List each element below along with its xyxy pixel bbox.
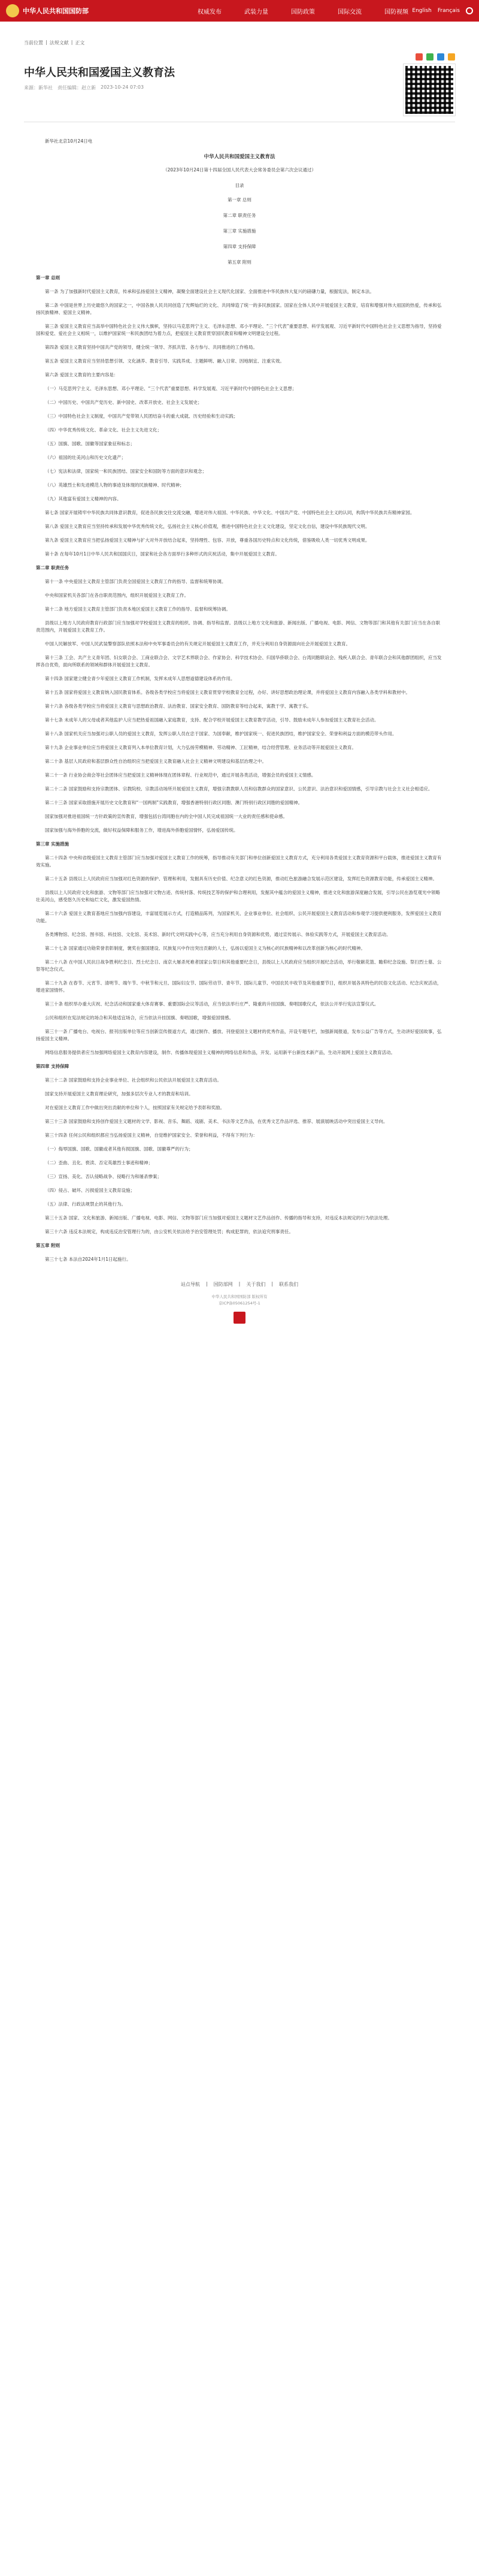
- breadcrumb-item[interactable]: 法规文献: [49, 40, 69, 46]
- footer-link[interactable]: 关于我们: [246, 1282, 266, 1287]
- article-paragraph: （五）国旗、国歌、国徽等国家象征和标志；: [45, 441, 135, 446]
- article-paragraph: （四）侵占、破坏、污损爱国主义教育设施；: [45, 1188, 135, 1193]
- main-content: [24, 22, 455, 1324]
- article-paragraph: 第九条 爱国主义教育应当把弘扬爱国主义精神与扩大对外开放结合起来，坚持理性、包容、开放，尊重各国历史特点和文化传统，借鉴吸收人类一切优秀文明成果。: [45, 537, 370, 543]
- article-paragraph: （二）歪曲、丑化、亵渎、否定英雄烈士事迹和精神；: [45, 1160, 153, 1165]
- article-paragraph: 第二十八条 在中国人民抗日战争胜利纪念日、烈士纪念日、南京大屠杀死难者国家公祭日和其他重要纪念日，县级以上人民政府应当组织开展纪念活动，举行敬献花篮、瞻仰纪念设施、祭扫烈士墓、公祭等纪念仪式。: [36, 959, 442, 972]
- article-paragraph: 国家加强对推进祖国统一方针政策的宣传教育，增强包括台湾同胞在内的全中国人民完成祖国统一大业的责任感和使命感。: [45, 814, 287, 819]
- article-paragraph: 第五条 爱国主义教育应当坚持思想引领、文化涵养、教育引导、实践养成、主题鲜明、融入日常、因地制宜、注重实效。: [45, 358, 284, 364]
- article-paragraph: 对在爱国主义教育工作中做出突出贡献的单位和个人，按照国家有关规定给予表彰和奖励。: [45, 1105, 225, 1110]
- article-paragraph: 第三十四条 任何公民和组织都应当弘扬爱国主义精神，自觉维护国家安全、荣誉和利益，不得有下列行为：: [45, 1133, 257, 1138]
- article-paragraph: 第二十二条 国家鼓励和支持宗教团体、宗教院校、宗教活动场所开展爱国主义教育，增强宗教教职人员和信教群众的国家意识、公民意识、法治意识和爱国情感，引导宗教与社会主义社会相适应。: [45, 786, 433, 792]
- article-paragraph: 各类博物馆、纪念馆、图书馆、科技馆、文化馆、美术馆、新时代文明实践中心等，应当充分利用自身资源和优势，通过宣传展示、体验实践等方式，开展爱国主义教育活动。: [45, 932, 391, 937]
- breadcrumb: 当前位置 | 法规文献 | 正文: [24, 40, 85, 46]
- lang-link[interactable]: English: [412, 8, 432, 14]
- nav-item[interactable]: 武装力量: [244, 8, 268, 16]
- footer-nav: 站点导航 | 国防部网 | 关于我们 | 联系我们: [180, 1281, 299, 1287]
- article-paragraph: 第二十三条 国家采取措施开展历史文化教育和“一国两制”实践教育，增强香港特别行政区同胞、澳门特别行政区同胞的爱国精神。: [45, 800, 303, 805]
- gov-badge-icon[interactable]: [234, 1312, 245, 1324]
- top-nav: [198, 7, 408, 16]
- article-paragraph: （七）宪法和法律，国家统一和民族团结、国家安全和国防等方面的意识和观念；: [45, 469, 207, 474]
- article-paragraph: 第十九条 企业事业单位应当将爱国主义教育列入本单位教育计划，大力弘扬劳模精神、劳动精神、工匠精神，结合经营管理、业务活动等开展爱国主义教育。: [45, 745, 356, 750]
- site-logo[interactable]: [6, 4, 186, 17]
- article-paragraph: 第二十五条 县级以上人民政府应当加强对红色资源的保护、管理和利用，发掘具有历史价值、纪念意义的红色资源，推动红色旅游融合发展示范区建设，发挥红色资源教育功能，传承爱国主义精神。: [45, 876, 437, 881]
- toc-item: 第四章 支持保障: [223, 244, 256, 249]
- article-paragraph: 第三十六条 违反本法规定，构成违反治安管理行为的，由公安机关依法给予治安管理处罚；构成犯罪的，依法追究刑事责任。: [45, 1229, 293, 1234]
- article-body: [24, 138, 455, 1263]
- nav-item[interactable]: 国防政策: [291, 8, 315, 16]
- chapter-heading: 第四章 支持保障: [36, 1064, 69, 1069]
- footer-link[interactable]: 联系我们: [279, 1282, 299, 1287]
- chapter-1-body-2: [36, 509, 443, 558]
- article-paragraph: 第七条 国家开展铸牢中华民族共同体意识教育，促进各民族交往交流交融，增进对伟大祖国、中华民族、中华文化、中国共产党、中国特色社会主义的认同，构筑中华民族共有精神家园。: [45, 510, 415, 515]
- article-paragraph: 第二十六条 爱国主义教育基地应当加强内容建设，丰富展览展示方式，打造精品陈列，为国家机关、企业事业单位、社会组织、公民开展爱国主义教育活动和参观学习提供便利服务，发挥爱国主义教育功能。: [36, 911, 442, 923]
- article-paragraph: 第二条 中国是世界上历史最悠久的国家之一，中国各族人民共同创造了光辉灿烂的文化、共同缔造了统一的多民族国家。国家在全体人民中开展爱国主义教育，培育和增强对伟大祖国的热爱，传承和弘扬民族精神、爱国主义精神。: [36, 303, 442, 315]
- article-paragraph: 国家加强与海外侨胞的交流，做好权益保障和服务工作，增进海外侨胞爱国情怀，弘扬爱国传统。: [45, 828, 238, 833]
- nav-item[interactable]: 国防视频: [384, 8, 408, 16]
- article-paragraph: （一）侮辱国旗、国歌、国徽或者其他有损国旗、国歌、国徽尊严的行为；: [45, 1146, 193, 1152]
- article-paragraph: 第二十条 基层人民政府和基层群众性自治组织应当把爱国主义教育融入社会主义精神文明建设和基层治理之中。: [45, 759, 266, 764]
- site-logo-text: 中华人民共和国国防部: [23, 7, 89, 15]
- article-paragraph: 中国人民解放军、中国人民武装警察部队依照本法和中央军事委员会的有关规定开展爱国主义教育工作，并充分利用自身资源面向社会开展爱国主义教育。: [45, 641, 350, 647]
- article-paragraph: （一）马克思列宁主义、毛泽东思想、邓小平理论、“三个代表”重要思想、科学发展观、习近平新时代中国特色社会主义思想；: [45, 386, 297, 391]
- article-paragraph: 第八条 爱国主义教育应当坚持传承和发展中华优秀传统文化，弘扬社会主义核心价值观，推进中国特色社会主义文化建设，坚定文化自信，建设中华民族现代文明。: [45, 524, 370, 529]
- article-paragraph: 第三十七条 本法自2024年1月1日起施行。: [45, 1257, 131, 1262]
- article-paragraph: （三）宣扬、美化、否认侵略战争、侵略行为和屠杀惨案；: [45, 1174, 162, 1179]
- article-paragraph: 第十三条 工会、共产主义青年团、妇女联合会、工商业联合会、文学艺术界联合会、作家协会、科学技术协会、归国华侨联合会、台湾同胞联谊会、残疾人联合会、青年联合会和其他群团组织，应当发挥各自优势，面向所联系的领域和群体开展爱国主义教育。: [36, 655, 442, 668]
- meta-source: 来源：新华社: [24, 85, 53, 90]
- qzone-share-icon[interactable]: [448, 53, 455, 61]
- toc-item: 第三章 实施措施: [223, 228, 256, 234]
- article-paragraph: 第十二条 地方爱国主义教育主管部门负责本地区爱国主义教育工作的指导、监督和统筹协调。: [45, 606, 231, 612]
- article-paragraph: 县级以上人民政府文化和旅游、文物等部门应当加强对文物古迹、传统村落、传统技艺等的保护和合理利用，发掘其中蕴含的爱国主义精神，推进文化和旅游深度融合发展，引导公民在游览观光中领略壮美河山，感受悠久历史和灿烂文化，激发爱国热情。: [36, 890, 440, 902]
- share-bar: [404, 53, 455, 61]
- article-paragraph: 第十六条 各级各类学校应当将爱国主义教育与思想政治教育、法治教育、国家安全教育、国防教育等结合起来，寓教于学、寓教于乐。: [45, 703, 311, 709]
- article-paragraph: 第十一条 中央爱国主义教育主管部门负责全国爱国主义教育工作的指导、监督和统筹协调。: [45, 579, 226, 584]
- top-right-links: [412, 7, 473, 14]
- national-emblem-icon: [6, 4, 19, 17]
- breadcrumb-item: 正文: [75, 40, 85, 46]
- article-paragraph: 第三十三条 国家鼓励和支持创作爱国主义题材的文学、影视、音乐、舞蹈、戏剧、美术、书法等文艺作品，在优秀文艺作品评选、推荐、展演展映活动中突出爱国主义导向。: [45, 1119, 388, 1124]
- chapter-1-list: [36, 385, 443, 503]
- article-paragraph: 第十八条 国家机关应当加强对公职人员的爱国主义教育，发挥公职人员在忠于国家、为国奉献，维护国家统一、促进民族团结，维护国家安全、荣誉和利益方面的模范带头作用。: [45, 731, 397, 736]
- chapter-3-body: [36, 854, 443, 1056]
- article-paragraph: （三）中国特色社会主义制度，中国共产党带领人民团结奋斗的重大成就、历史经验和生动实践；: [45, 413, 238, 419]
- chapter-5-body: [36, 1256, 443, 1263]
- qr-code: [404, 64, 455, 116]
- article-paragraph: 第二十九条 在春节、元宵节、清明节、端午节、中秋节和元旦、国际妇女节、国际劳动节、青年节、国际儿童节、中国农民丰收节及其他重要节日，组织开展各具特色的民俗文化活动、纪念庆祝活动，增进家国情怀。: [36, 980, 442, 993]
- lang-link[interactable]: Français: [437, 8, 460, 14]
- chapter-2-body: [36, 578, 443, 834]
- article-paragraph: 第十四条 国家建立健全青少年爱国主义教育工作机制，发挥未成年人思想道德建设体系的作用。: [45, 676, 235, 681]
- article-paragraph: 第三十一条 广播电台、电视台、报刊出版单位等应当创新宣传报道方式，通过制作、播放、刊登爱国主义题材的优秀作品，开设专题专栏，加强新闻报道，发布公益广告等方式，生动讲好爱国故事，弘扬爱国主义精神。: [36, 1029, 442, 1041]
- article-paragraph: 网络信息服务提供者应当加强网络爱国主义教育内容建设，制作、传播体现爱国主义精神的网络信息和作品，开发、运用新平台新技术新产品，生动开展网上爱国主义教育活动。: [45, 1050, 395, 1055]
- article-paragraph: 县级以上地方人民政府教育行政部门应当加强对学校爱国主义教育的组织、协调、指导和监督。县级以上地方文化和旅游、新闻出版、广播电视、电影、网信、文物等部门和其他有关部门应当在各自职责范围内，开展爱国主义教育工作。: [36, 620, 440, 633]
- article-meta: [24, 84, 175, 91]
- toc-item: 第一章 总则: [228, 197, 251, 203]
- article-header: [24, 51, 455, 116]
- footer-link[interactable]: 站点导航: [180, 1282, 200, 1287]
- breadcrumb-item: 当前位置: [24, 40, 43, 46]
- article-paragraph: 第十七条 未成年人的父母或者其他监护人应当把热爱祖国融入家庭教育，支持、配合学校开展爱国主义教育教学活动，引导、鼓励未成年人参加爱国主义教育社会活动。: [45, 717, 379, 723]
- adoption-note: （2023年10月24日第十四届全国人民代表大会常务委员会第六次会议通过）: [163, 167, 316, 173]
- toc-title: 目录: [235, 183, 244, 188]
- article-paragraph: 第四条 爱国主义教育坚持中国共产党的领导，健全统一领导、齐抓共管、各方参与、共同推进的工作格局。: [45, 345, 257, 350]
- toc-item: 第二章 职责任务: [223, 213, 256, 218]
- search-icon[interactable]: [466, 7, 473, 14]
- article-paragraph: 第十五条 国家将爱国主义教育纳入国民教育体系。各级各类学校应当将爱国主义教育贯穿学校教育全过程，办好、讲好思想政治理论课，并将爱国主义教育内容融入各类学科和教材中。: [45, 690, 410, 695]
- chapter-4-body: [36, 1077, 443, 1236]
- article-paragraph: （四）中华优秀传统文化、革命文化、社会主义先进文化；: [45, 427, 162, 433]
- weibo-share-icon[interactable]: [416, 53, 423, 61]
- article-paragraph: 第十条 在每年10月1日中华人民共和国国庆日，国家和社会各方面举行多种形式的庆祝活动，集中开展爱国主义教育。: [45, 551, 280, 557]
- article-paragraph: 第三条 爱国主义教育应当高举中国特色社会主义伟大旗帜，坚持以马克思列宁主义、毛泽东思想、邓小平理论、“三个代表”重要思想、科学发展观、习近平新时代中国特色社会主义思想为指导，坚持爱国和爱党、爱社会主义相统一，以维护国家统一和民族团结为着力点，把爱国主义教育贯穿国民教育和精神文明建设全过程。: [36, 324, 442, 336]
- icp-number: 京ICP备05061254号-1: [219, 1301, 260, 1306]
- article-paragraph: 第二十一条 行业协会商会等社会团体应当把爱国主义精神体现在团体章程、行业规范中，通过开展各类活动，增强会员的爱国主义情感。: [45, 772, 316, 778]
- qq-share-icon[interactable]: [437, 53, 444, 61]
- source-line: 新华社北京10月24日电: [45, 138, 93, 144]
- chapter-heading: 第五章 附则: [36, 1243, 60, 1248]
- page-title: 中华人民共和国爱国主义教育法: [24, 67, 175, 79]
- meta-editor: 责任编辑：赵立新: [57, 85, 96, 90]
- top-bar: [0, 0, 479, 22]
- wechat-share-icon[interactable]: [426, 53, 433, 61]
- article-paragraph: 第二十四条 中央和省级爱国主义教育主管部门应当加强对爱国主义教育工作的统筹，指导推动有关部门和单位创新爱国主义教育方式，充分利用各类爱国主义教育资源和平台载体，推进爱国主义教育有效实施。: [36, 855, 442, 868]
- article-paragraph: 第六条 爱国主义教育的主要内容是：: [45, 372, 119, 378]
- chapter-heading: 第三章 实施措施: [36, 841, 69, 847]
- article-paragraph: 第二十七条 国家通过功勋荣誉表彰制度，褒奖在强国建设、民族复兴中作出突出贡献的人士，弘扬以爱国主义为核心的民族精神和以改革创新为核心的时代精神。: [45, 946, 365, 951]
- nav-item[interactable]: 权威发布: [198, 8, 222, 16]
- article-paragraph: （六）祖国的壮美河山和历史文化遗产；: [45, 455, 126, 460]
- article-paragraph: （九）其他富有爱国主义精神的内容。: [45, 496, 122, 502]
- article-paragraph: （八）英雄烈士和先进模范人物的事迹及体现的民族精神、时代精神；: [45, 482, 184, 488]
- article-paragraph: 公民和组织在宪法规定的场合和其他适宜场合，应当依法升挂国旗、奏唱国歌，增强爱国情感。: [45, 1015, 234, 1020]
- chapter-heading: 第一章 总则: [36, 275, 60, 280]
- copyright: 中华人民共和国国防部 版权所有: [211, 1294, 268, 1299]
- meta-date: 2023-10-24 07:03: [101, 84, 144, 90]
- footer-info: [24, 1294, 455, 1307]
- article-paragraph: 中央和国家机关各部门在各自职责范围内，组织开展爱国主义教育工作。: [45, 593, 189, 598]
- article-paragraph: 第三十条 组织举办重大庆祝、纪念活动和国家重大体育赛事、重要国际会议等活动，应当依法举行庄严、隆重的升挂国旗、奏唱国歌仪式，依法公开举行宪法宣誓仪式。: [45, 1001, 379, 1007]
- article-paragraph: 第三十五条 国家、文化和旅游、新闻出版、广播电视、电影、网信、文物等部门应当加强对爱国主义题材文艺作品创作、传播的指导和支持，对违反本法规定的行为依法处理。: [45, 1215, 392, 1221]
- nav-item[interactable]: 国际交流: [338, 8, 362, 16]
- toc-item: 第五章 附则: [228, 259, 251, 265]
- article-paragraph: 第一条 为了加强新时代爱国主义教育，传承和弘扬爱国主义精神，凝聚全面建设社会主义现代化国家、全面推进中华民族伟大复兴的磅礴力量，根据宪法，制定本法。: [45, 289, 374, 294]
- article-paragraph: （二）中国历史、中国共产党历史、新中国史、改革开放史、社会主义发展史；: [45, 400, 202, 405]
- article-paragraph: 国家支持开展爱国主义教育理论研究，加强多层次专业人才的教育和培训。: [45, 1091, 193, 1097]
- chapter-heading: 第二章 职责任务: [36, 565, 69, 570]
- article-paragraph: 第三十二条 国家鼓励和支持企业事业单位、社会组织和公民依法开展爱国主义教育活动。: [45, 1077, 222, 1083]
- law-name: 中华人民共和国爱国主义教育法: [204, 154, 275, 160]
- chapter-1-body: [36, 288, 443, 379]
- article-paragraph: （五）法律、行政法规禁止的其他行为。: [45, 1201, 126, 1207]
- footer-link[interactable]: 国防部网: [213, 1282, 233, 1287]
